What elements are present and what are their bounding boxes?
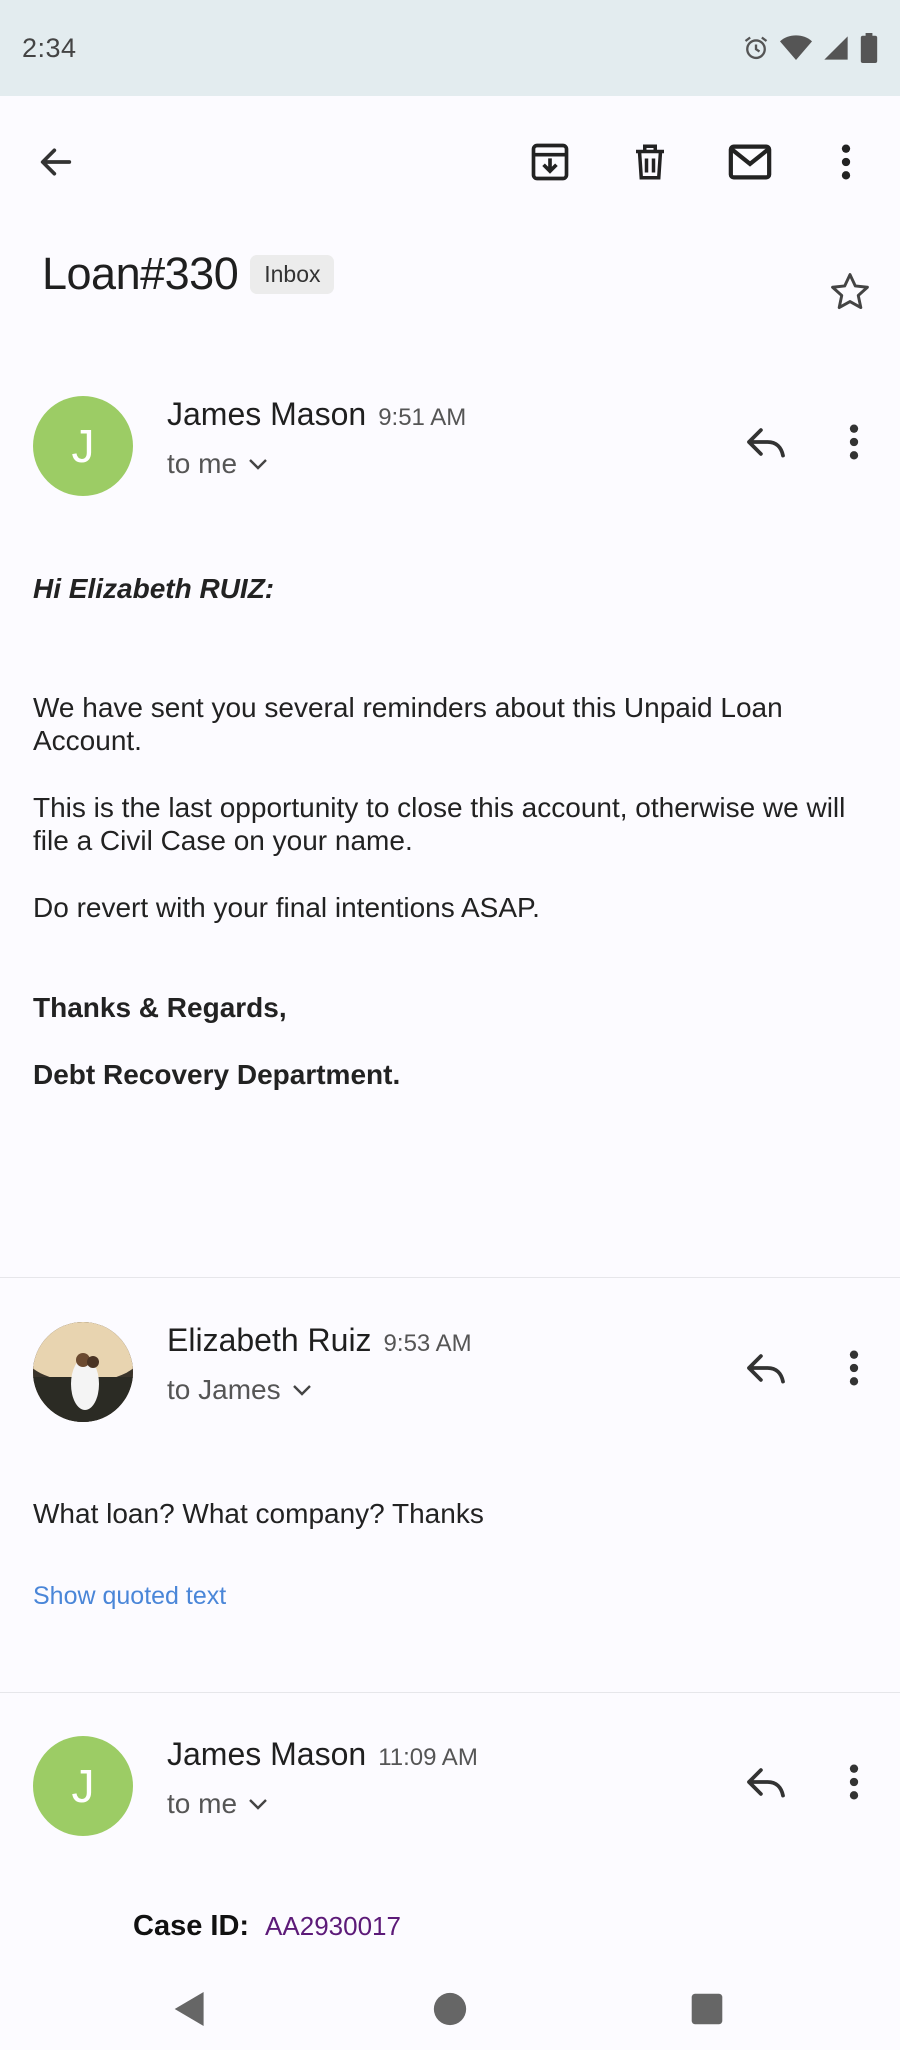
reply-button[interactable]: [730, 1332, 802, 1404]
reply-icon: [745, 1351, 787, 1385]
star-outline-icon: [828, 270, 872, 314]
reply-button[interactable]: [730, 1746, 802, 1818]
body-paragraph: This is the last opportunity to close this account, otherwise we will file a Civil Case on your name.: [33, 792, 846, 856]
email-signature: Debt Recovery Department.: [33, 1059, 401, 1090]
reply-icon: [745, 1765, 787, 1799]
trash-icon: [629, 140, 671, 184]
nav-back-button[interactable]: [155, 1974, 225, 2044]
sender-line: [167, 396, 466, 433]
more-vert-icon: [848, 1348, 860, 1388]
body-paragraph: What loan? What company? Thanks: [33, 1498, 484, 1529]
avatar-photo: [33, 1322, 133, 1422]
message-divider: [0, 1692, 900, 1693]
more-vert-icon: [840, 142, 852, 182]
sender-name: James Mason: [167, 396, 367, 432]
subject-row: [42, 248, 334, 300]
nav-recents-button[interactable]: [672, 1974, 742, 2044]
sender-name: Elizabeth Ruiz: [167, 1322, 372, 1358]
case-id-row: [133, 1910, 401, 1943]
chevron-down-icon: [247, 457, 269, 471]
sender-name: James Mason: [167, 1736, 367, 1772]
more-vert-icon: [848, 1762, 860, 1802]
more-vert-icon: [848, 422, 860, 462]
message-header[interactable]: [0, 1322, 900, 1432]
sender-line: [167, 1736, 478, 1773]
status-icons: [742, 33, 878, 63]
nav-home-button[interactable]: [415, 1974, 485, 2044]
message-more-button[interactable]: [818, 1746, 890, 1818]
status-bar: [0, 0, 900, 96]
star-button[interactable]: [820, 262, 880, 322]
avatar[interactable]: [33, 1322, 133, 1422]
message-time: 9:53 AM: [383, 1330, 472, 1357]
message-header[interactable]: [0, 396, 900, 506]
status-time: 2:34: [22, 32, 77, 63]
mark-unread-button[interactable]: [714, 126, 786, 198]
back-button[interactable]: [20, 126, 92, 198]
message-divider: [0, 1277, 900, 1278]
recipient-text: to me: [167, 1788, 238, 1819]
reply-button[interactable]: [730, 406, 802, 478]
wifi-icon: [780, 34, 812, 62]
arrow-left-icon: [36, 142, 76, 182]
more-options-button[interactable]: [810, 126, 882, 198]
message-more-button[interactable]: [818, 1332, 890, 1404]
case-id-value[interactable]: AA2930017: [265, 1911, 401, 1941]
mail-icon: [727, 142, 773, 182]
app-bar: [0, 96, 900, 226]
recipient-text: to me: [167, 448, 238, 479]
square-recents-icon: [690, 1992, 724, 2026]
archive-button[interactable]: [514, 126, 586, 198]
case-id-label: Case ID:: [133, 1910, 250, 1942]
avatar[interactable]: J: [33, 396, 133, 496]
triangle-back-icon: [173, 1990, 207, 2028]
alarm-icon: [742, 34, 770, 62]
recipient-toggle[interactable]: [167, 1374, 313, 1406]
avatar[interactable]: J: [33, 1736, 133, 1836]
recipient-toggle[interactable]: [167, 1788, 269, 1820]
delete-button[interactable]: [614, 126, 686, 198]
chevron-down-icon: [291, 1383, 313, 1397]
sender-line: [167, 1322, 472, 1359]
recipient-toggle[interactable]: [167, 448, 269, 480]
archive-icon: [528, 140, 572, 184]
reply-icon: [745, 425, 787, 459]
email-subject: Loan#330: [42, 248, 239, 299]
message-time: 11:09 AM: [378, 1744, 478, 1771]
inbox-label[interactable]: Inbox: [250, 255, 334, 294]
message-time: 9:51 AM: [378, 404, 467, 431]
battery-icon: [860, 33, 878, 63]
system-nav-bar: [0, 1962, 900, 2050]
circle-home-icon: [433, 1992, 467, 2026]
message-more-button[interactable]: [818, 406, 890, 478]
chevron-down-icon: [247, 1797, 269, 1811]
email-greeting: Hi Elizabeth RUIZ:: [33, 573, 275, 604]
recipient-text: to James: [167, 1374, 281, 1405]
email-closing: Thanks & Regards,: [33, 992, 287, 1023]
signal-icon: [822, 34, 850, 62]
body-paragraph: Do revert with your final intentions ASAP.: [33, 892, 540, 923]
message-header[interactable]: [0, 1736, 900, 1846]
show-quoted-text-link[interactable]: Show quoted text: [33, 1582, 227, 1610]
body-paragraph: We have sent you several reminders about this Unpaid Loan Account.: [33, 692, 783, 756]
